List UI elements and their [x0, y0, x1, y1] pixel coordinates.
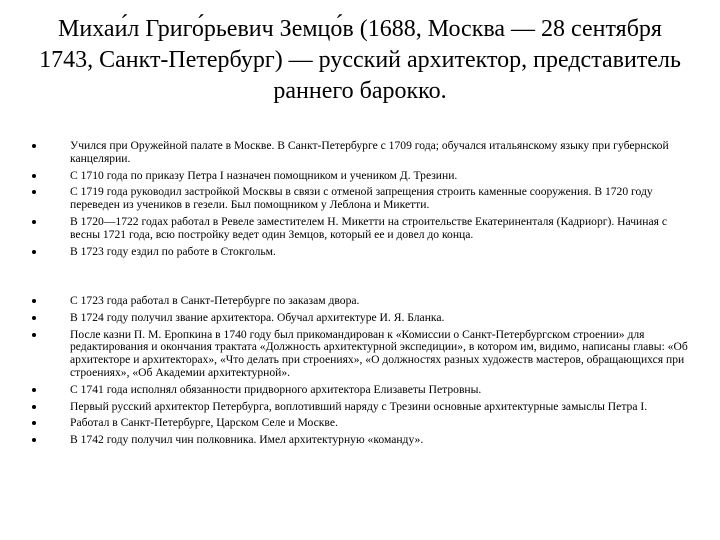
list-item: [30, 417, 696, 430]
bullet-list-career: [30, 295, 696, 451]
slide-title: Михаи́л Григо́рьевич Земцо́в (1688, Москва — 28 сентября 1743, Санкт-Петербург) — русский архитектор, представитель раннего барокко.: [39, 16, 681, 104]
list-item-text: С 1710 года по приказу Петра I назначен помощником и учеником Д. Трезини.: [70, 168, 458, 182]
bullet-icon: [32, 333, 36, 337]
list-item: [30, 246, 696, 259]
list-item: [30, 312, 696, 325]
bullet-icon: [32, 388, 36, 392]
list-item: [30, 216, 696, 242]
list-item: [30, 434, 696, 447]
bullet-icon: [32, 438, 36, 442]
list-item: [30, 140, 696, 166]
list-item: [30, 329, 696, 380]
list-item-text: После казни П. М. Еропкина в 1740 году был прикомандирован к «Комиссии о Санкт-Петербургском строении» для редактирования и окончания трактата «Должность архитектурной экспедиции», в котором им, видимо, написаны главы: «Об архитекторе и архитекторах», «Что делать при строениях», «О должностях разных художеств мастеров, обращающихся при строениях», «Об Академии архитектурной».: [70, 327, 688, 379]
bullet-icon: [32, 190, 36, 194]
bullet-icon: [32, 144, 36, 148]
list-item-text: В 1742 году получил чин полковника. Имел архитектурную «команду».: [70, 433, 424, 447]
bullet-icon: [32, 316, 36, 320]
bullet-icon: [32, 250, 36, 254]
list-item: [30, 384, 696, 397]
bullet-icon: [32, 405, 36, 409]
list-item-text: С 1723 года работал в Санкт-Петербурге по заказам двора.: [70, 294, 360, 307]
list-item: [30, 295, 696, 308]
list-item: [30, 401, 696, 414]
bullet-icon: [32, 174, 36, 178]
list-item-text: Работал в Санкт-Петербурге, Царском Селе и Москве.: [70, 416, 338, 430]
list-item-text: В 1723 году ездил по работе в Стокгольм.: [70, 244, 276, 258]
list-item-text: С 1741 года исполнял обязанности придворного архитектора Елизаветы Петровны.: [70, 382, 482, 396]
list-item-text: Учился при Оружейной палате в Москве. В Санкт-Петербурге с 1709 года; обучался итальянскому языку при губернской канцелярии.: [70, 139, 669, 165]
list-item: [30, 170, 696, 183]
bullet-icon: [32, 220, 36, 224]
bullet-list-biography: [30, 140, 696, 262]
list-item-text: В 1720—1722 годах работал в Ревеле заместителем Н. Микетти на строительстве Екатериненталя (Кадриорг). Начиная с весны 1721 года, всю постройку ведет один Земцов, который ее и довел до конца.: [70, 214, 667, 241]
list-item-text: В 1724 году получил звание архитектора. Обучал архитектуре И. Я. Бланка.: [70, 310, 445, 324]
bullet-icon: [32, 299, 36, 303]
list-item-text: С 1719 года руководил застройкой Москвы в связи с отменой запрещения строить каменные сооружения. В 1720 году переведен из учеников в гезели. Был помощником у Леблона и Микетти.: [70, 185, 653, 212]
bullet-icon: [32, 421, 36, 425]
list-item-text: Первый русский архитектор Петербурга, воплотивший наряду с Трезини основные архитектурные замыслы Петра I.: [70, 399, 648, 413]
list-item: [30, 186, 696, 212]
